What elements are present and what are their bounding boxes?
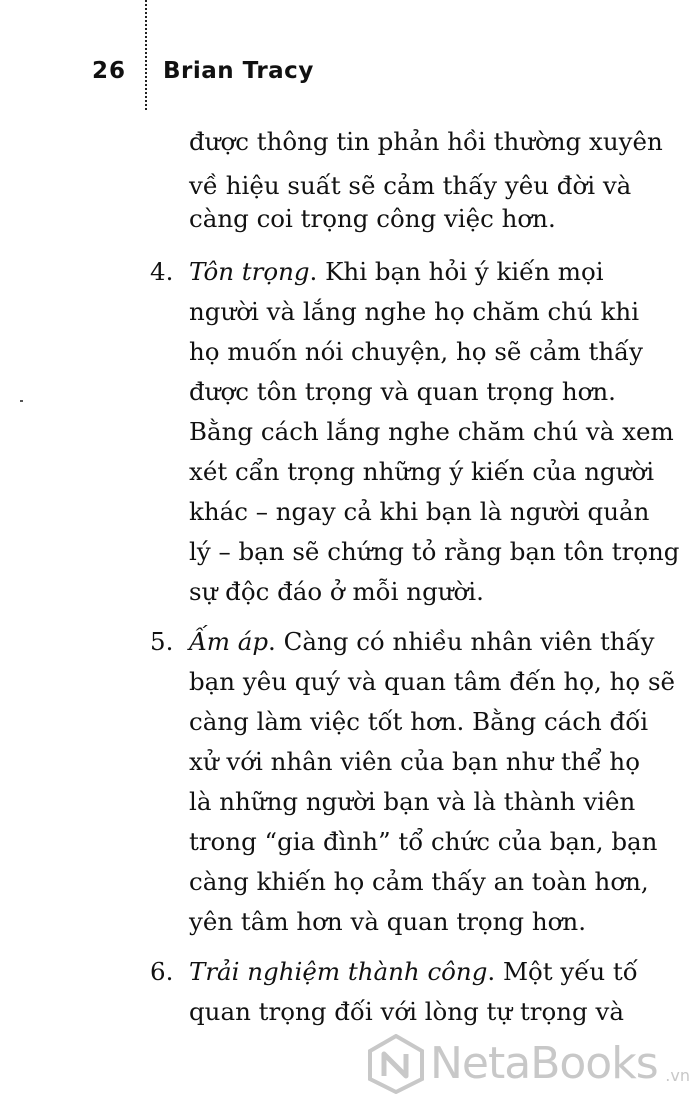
list-item-term: Tôn trọng: [189, 257, 310, 286]
scan-speck: [20, 400, 23, 402]
body-line: được tôn trọng và quan trọng hơn.: [189, 377, 616, 406]
running-head-author: Brian Tracy: [163, 58, 314, 84]
body-line: xét cẩn trọng những ý kiến của người: [189, 457, 655, 486]
list-item-number: 5.: [150, 627, 174, 656]
list-item-first-rest: . Một yếu tố: [487, 957, 638, 986]
list-item-first-line: [189, 957, 638, 987]
list-item-first-line: [189, 627, 655, 657]
body-line: bạn yêu quý và quan tâm đến họ, họ sẽ: [189, 667, 676, 696]
watermark-text: NetaBooks: [430, 1038, 658, 1089]
body-line: lý – bạn sẽ chứng tỏ rằng bạn tôn trọng: [189, 537, 680, 566]
body-line: khác – ngay cả khi bạn là người quản: [189, 497, 650, 526]
body-line: người và lắng nghe họ chăm chú khi: [189, 297, 640, 326]
list-item-term: Trải nghiệm thành công: [189, 957, 488, 986]
list-item-number: 4.: [150, 257, 174, 286]
body-line: quan trọng đối với lòng tự trọng và: [189, 997, 624, 1026]
body-line: họ muốn nói chuyện, họ sẽ cảm thấy: [189, 337, 644, 366]
body-line: là những người bạn và là thành viên: [189, 787, 636, 816]
list-item-first-line: [189, 257, 604, 287]
watermark-suffix: .vn: [665, 1066, 690, 1085]
body-line: xử với nhân viên của bạn như thể họ: [189, 747, 640, 776]
body-line: về hiệu suất sẽ cảm thấy yêu đời và: [189, 171, 632, 200]
list-item-term: Ấm áp: [189, 627, 269, 656]
body-line: Bằng cách lắng nghe chăm chú và xem: [189, 417, 674, 446]
netabooks-logo-icon: [366, 1034, 426, 1094]
body-line: được thông tin phản hồi thường xuyên: [189, 127, 663, 156]
netabooks-watermark: [366, 1030, 696, 1100]
list-item-first-rest: . Càng có nhiều nhân viên thấy: [268, 627, 655, 656]
header-dotted-rule: [145, 0, 147, 110]
page-number: 26: [92, 58, 127, 84]
list-item-first-rest: . Khi bạn hỏi ý kiến mọi: [309, 257, 604, 286]
body-line: sự độc đáo ở mỗi người.: [189, 577, 484, 606]
body-line: càng làm việc tốt hơn. Bằng cách đối: [189, 707, 649, 736]
body-line: trong “gia đình” tổ chức của bạn, bạn: [189, 827, 658, 856]
body-line: yên tâm hơn và quan trọng hơn.: [189, 907, 587, 936]
body-line: càng coi trọng công việc hơn.: [189, 204, 556, 233]
list-item-number: 6.: [150, 957, 174, 986]
body-line: càng khiến họ cảm thấy an toàn hơn,: [189, 867, 649, 896]
